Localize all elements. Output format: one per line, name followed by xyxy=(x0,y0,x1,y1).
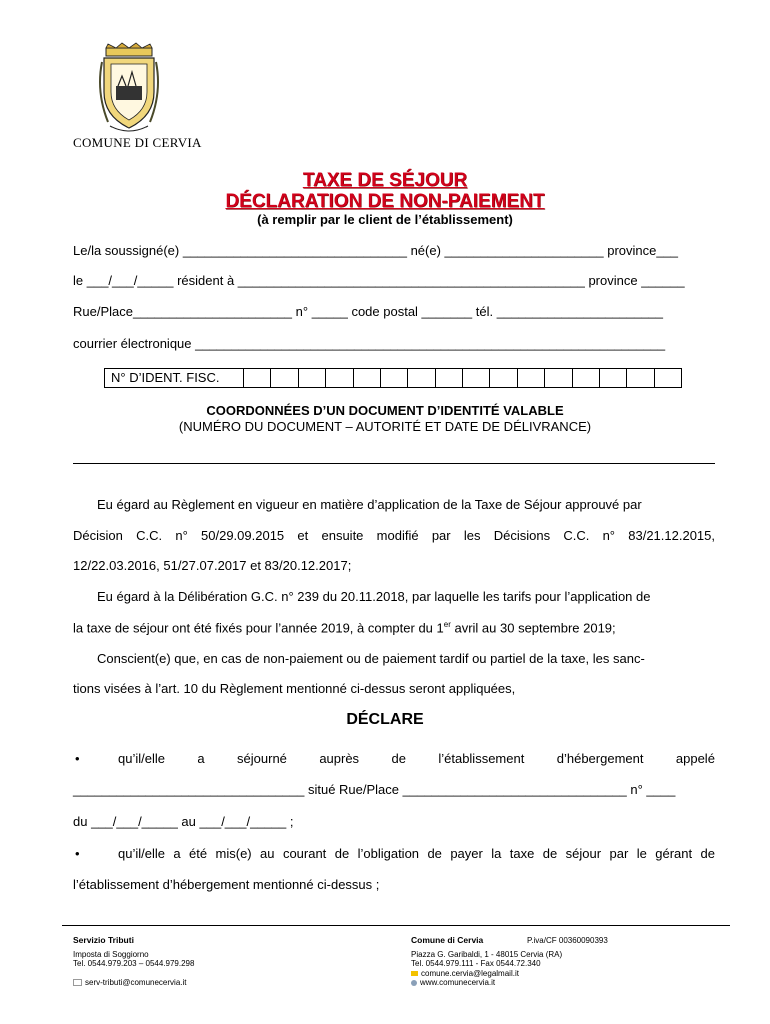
form-row-address[interactable]: Rue/Place______________________ n° _____ code postal _______ tél. _______________________ xyxy=(73,304,664,319)
form-row-email[interactable]: courrier électronique _________________________________________________________________ xyxy=(73,336,666,351)
footer-comune-address: Piazza G. Garibaldi, 1 - 48015 Cervia (RA) xyxy=(411,950,563,959)
fiscal-code-cell[interactable] xyxy=(436,369,463,387)
pec-mail-icon xyxy=(411,971,418,976)
form-row-name[interactable]: Le/la soussigné(e) _______________________________ né(e) ______________________ province___ xyxy=(73,243,679,258)
footer-comune-web[interactable]: www.comunecervia.it xyxy=(411,978,495,987)
bullet-marker: • xyxy=(75,751,80,766)
fiscal-code-cell[interactable] xyxy=(655,369,681,387)
footer-divider xyxy=(62,925,730,926)
fiscal-code-cell[interactable] xyxy=(381,369,408,387)
municipality-name: COMUNE DI CERVIA xyxy=(73,135,202,150)
fiscal-code-cell[interactable] xyxy=(408,369,435,387)
paragraph-regulation-line3: 12/22.03.2016, 51/27.07.2017 et 83/20.12.2017; xyxy=(73,558,352,573)
paragraph-regulation-line1: Eu égard au Règlement en vigueur en matière d’application de la Taxe de Séjour approuvé par xyxy=(97,497,642,512)
fiscal-code-cell[interactable] xyxy=(463,369,490,387)
bullet-stay-line2[interactable]: ________________________________ situé Rue/Place _______________________________ n° ____ xyxy=(73,782,676,797)
municipal-crest-logo xyxy=(98,42,160,134)
fiscal-code-cell[interactable] xyxy=(600,369,627,387)
fiscal-code-cell[interactable] xyxy=(518,369,545,387)
document-subtitle: (à remplir par le client de l’établissement) xyxy=(257,212,513,227)
fiscal-code-field[interactable] xyxy=(104,368,682,388)
fiscal-code-cell[interactable] xyxy=(326,369,353,387)
paragraph-awareness-line2: tions visées à l’art. 10 du Règlement mentionné ci-dessus seront appliquées, xyxy=(73,681,516,696)
form-row-birth-residence[interactable]: le ___/___/_____ résident à ________________________________________________ province ______ xyxy=(73,273,685,288)
fiscal-code-cell[interactable] xyxy=(490,369,517,387)
fiscal-code-cell[interactable] xyxy=(354,369,381,387)
identity-heading: COORDONNÉES D’UN DOCUMENT D’IDENTITÉ VALABLE xyxy=(206,403,564,418)
identity-subheading: (NUMÉRO DU DOCUMENT – AUTORITÉ ET DATE DE DÉLIVRANCE) xyxy=(178,419,592,434)
bullet-stay-line1: qu’il/elle a séjourné auprès de l’établissement d’hébergement appelé xyxy=(118,751,715,766)
bullet-marker: • xyxy=(75,846,80,861)
paragraph-deliberation-line1: Eu égard à la Délibération G.C. n° 239 du 20.11.2018, par laquelle les tarifs pour l’application de xyxy=(97,589,651,604)
document-title-line2: DÉCLARATION DE NON-PAIEMENT xyxy=(225,191,545,212)
footer-service-email[interactable]: serv-tributi@comunecervia.it xyxy=(73,978,186,987)
fiscal-code-cell[interactable] xyxy=(299,369,326,387)
identity-input-line[interactable] xyxy=(73,463,715,464)
footer-service-phone: Tel. 0544.979.203 – 0544.979.298 xyxy=(73,959,195,968)
declare-heading: DÉCLARE xyxy=(346,711,424,728)
fiscal-code-cell[interactable] xyxy=(627,369,654,387)
footer-service-title: Servizio Tributi xyxy=(73,935,134,945)
fiscal-code-cell[interactable] xyxy=(573,369,600,387)
footer-comune-pec[interactable]: comune.cervia@legalmail.it xyxy=(411,969,519,978)
fiscal-code-cell[interactable] xyxy=(244,369,271,387)
bullet-stay-dates[interactable]: du ___/___/_____ au ___/___/_____ ; xyxy=(73,814,294,829)
fiscal-code-cell[interactable] xyxy=(271,369,298,387)
footer-comune-vat: P.iva/CF 00360090393 xyxy=(527,936,608,945)
footer-comune-title: Comune di Cervia xyxy=(411,935,484,945)
globe-icon xyxy=(411,980,417,986)
document-title-line1: TAXE DE SÉJOUR xyxy=(302,170,468,191)
paragraph-deliberation-line2: la taxe de séjour ont été fixés pour l’année 2019, à compter du 1er avril au 30 septembre 2019; xyxy=(73,620,616,636)
paragraph-regulation-line2: Décision C.C. n° 50/29.09.2015 et ensuite modifié par les Décisions C.C. n° 83/21.12.2015, xyxy=(73,528,715,543)
bullet-informed-line2: l’établissement d’hébergement mentionné ci-dessus ; xyxy=(73,877,380,892)
mail-icon xyxy=(73,979,82,986)
fiscal-code-label: N° D’IDENT. FISC. xyxy=(105,369,244,387)
footer-service-tax: Imposta di Soggiorno xyxy=(73,950,149,959)
footer-comune-phone: Tel. 0544.979.111 - Fax 0544.72.340 xyxy=(411,959,541,968)
bullet-informed-line1: qu’il/elle a été mis(e) au courant de l’obligation de payer la taxe de séjour par le gérant de xyxy=(118,846,715,861)
fiscal-code-cell[interactable] xyxy=(545,369,572,387)
paragraph-awareness-line1: Conscient(e) que, en cas de non-paiement ou de paiement tardif ou partiel de la taxe, les sanc- xyxy=(97,651,645,666)
